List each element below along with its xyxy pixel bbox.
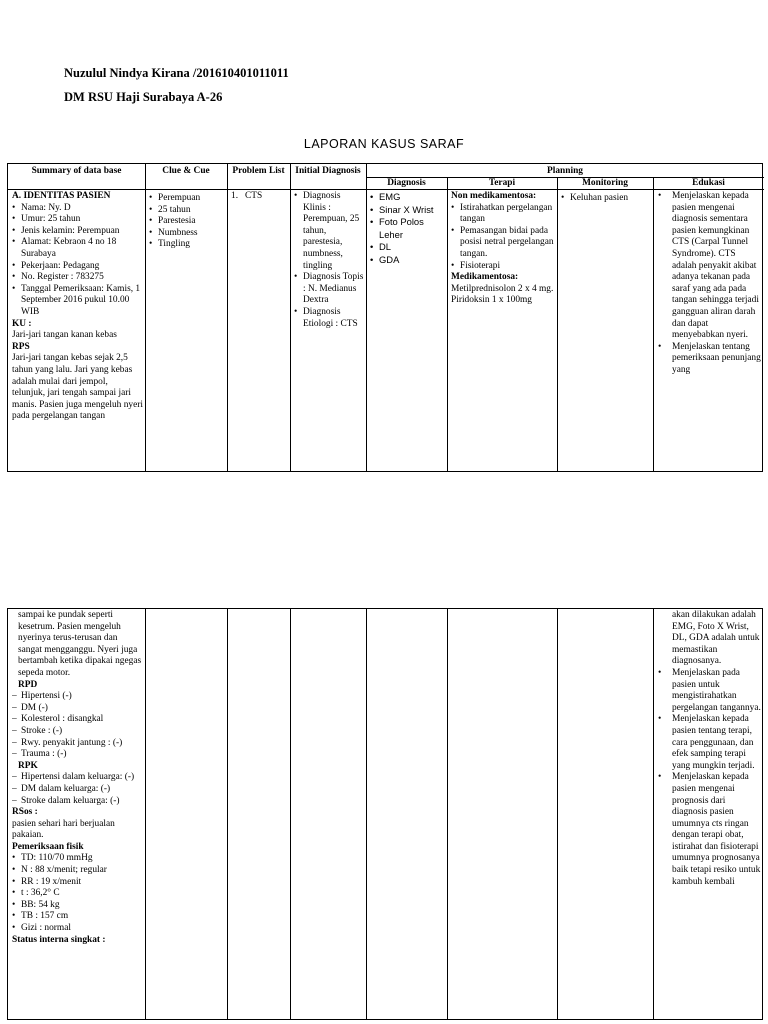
edukasi-text-continued: akan dilakukan adalah EMG, Foto X Wrist, DL, GDA adalah untuk memastikan diagnosanya. xyxy=(672,610,760,667)
monitoring-cell xyxy=(561,193,651,205)
list-item: • Gizi : normal xyxy=(12,923,143,935)
list-item: • Tingling xyxy=(149,239,225,251)
list-item: – Hipertensi dalam keluarga: (-) xyxy=(12,772,143,784)
initial-diagnosis-cell xyxy=(294,191,364,330)
list-item: • GDA xyxy=(370,254,446,267)
list-item: • TD: 110/70 mmHg xyxy=(12,853,143,865)
list-item: – Stroke : (-) xyxy=(12,726,143,738)
col-terapi: Terapi xyxy=(488,178,516,188)
list-item: • No. Register : 783275 xyxy=(12,272,143,284)
list-item: • Numbness xyxy=(149,228,225,240)
fisik-heading: Pemeriksaan fisik xyxy=(12,841,84,852)
terapi-med-item: Piridoksin 1 x 100mg xyxy=(451,295,532,306)
terapi-non-heading: Non medikamentosa: xyxy=(451,191,537,201)
list-item: • Menjelaskan kepada pasien tentang terapi, cara penggunaan, dan efek samping terapi yang mungkin terjadi. xyxy=(658,714,762,772)
document-title: LAPORAN KASUS SARAF xyxy=(303,137,465,151)
rotation-line: DM RSU Haji Surabaya A-26 xyxy=(64,90,223,104)
list-item: • Diagnosis Klinis : Perempuan, 25 tahun, parestesia, numbness, tingling xyxy=(294,191,364,272)
list-item: • Fisioterapi xyxy=(451,261,555,273)
list-item: • Pekerjaan: Pedagang xyxy=(12,261,143,273)
list-item: • Foto Polos Leher xyxy=(370,216,446,241)
list-item: – DM (-) xyxy=(12,703,143,715)
col-edukasi: Edukasi xyxy=(692,178,725,188)
author-line: Nuzulul Nindya Kirana /201610401011011 xyxy=(64,66,289,80)
col-summary: Summary of data base xyxy=(31,166,122,176)
list-item: 1. CTS xyxy=(231,191,288,203)
ku-heading: KU : xyxy=(12,318,32,329)
list-item: • Sinar X Wrist xyxy=(370,204,446,217)
list-item: • Tanggal Pemeriksaan: Kamis, 1 September 2016 pukul 10.00 WIB xyxy=(12,284,143,319)
col-initial: Initial Diagnosis xyxy=(295,166,361,176)
problem-cell xyxy=(231,191,288,203)
status-heading: Status interna singkat : xyxy=(12,934,106,945)
list-item: • BB: 54 kg xyxy=(12,900,143,912)
list-item: – Trauma : (-) xyxy=(12,749,143,761)
rps-text-continued: sampai ke pundak seperti kesetrum. Pasien mengeluh nyerinya terus-terusan dan sangat mengganggu. Nyeri juga bertambah ketika dipakai ngegas sepeda motor. xyxy=(18,610,142,678)
identitas-heading: A. IDENTITAS PASIEN xyxy=(12,191,111,201)
edukasi-cell xyxy=(658,191,762,469)
case-table-page1 xyxy=(7,163,763,472)
list-item: • Jenis kelamin: Perempuan xyxy=(12,226,143,238)
list-item: • Diagnosis Topis : N. Medianus Dextra xyxy=(294,272,364,307)
list-item: • Nama: Ny. D xyxy=(12,203,143,215)
list-item: • Keluhan pasien xyxy=(561,193,651,205)
col-problem: Problem List xyxy=(232,166,285,176)
list-item: • t : 36,2° C xyxy=(12,888,143,900)
rps-text: Jari-jari tangan kebas sejak 2,5 tahun yang lalu. Jari yang kebas adalah mulai dari jempol, telunjuk, jari tengah sampai jari manis. Pasien juga mengeluh nyeri pada pergelangan tangan xyxy=(12,353,143,422)
list-item: • 25 tahun xyxy=(149,205,225,217)
list-item: – Stroke dalam keluarga: (-) xyxy=(12,796,143,808)
case-table-page2 xyxy=(7,608,763,1020)
edukasi-cell-continued xyxy=(658,610,762,1019)
list-item: • RR : 19 x/menit xyxy=(12,877,143,889)
list-item: • Istirahatkan pergelangan tangan xyxy=(451,203,555,226)
list-item: • DL xyxy=(370,241,446,254)
ku-text: Jari-jari tangan kanan kebas xyxy=(12,330,117,341)
list-item: • Perempuan xyxy=(149,193,225,205)
list-item: • EMG xyxy=(370,191,446,204)
rps-heading: RPS xyxy=(12,341,30,352)
summary-cell xyxy=(12,191,143,469)
list-item: • Parestesia xyxy=(149,216,225,228)
summary-cell-continued xyxy=(12,610,143,1019)
list-item: – Hipertensi (-) xyxy=(12,691,143,703)
list-item: • Menjelaskan tentang pemeriksaan penunjang yang xyxy=(658,342,762,377)
col-diagnosis: Diagnosis xyxy=(387,178,426,188)
list-item: – DM dalam keluarga: (-) xyxy=(12,784,143,796)
rsos-heading: RSos : xyxy=(12,807,38,818)
list-item: • Umur: 25 tahun xyxy=(12,214,143,226)
list-item: • Menjelaskan pada pasien untuk mengistirahatkan pergelangan tangannya. xyxy=(658,668,762,714)
terapi-med-item: Metilprednisolon 2 x 4 mg. xyxy=(451,283,554,294)
terapi-cell xyxy=(451,191,555,307)
list-item: • Diagnosis Etiologi : CTS xyxy=(294,307,364,330)
terapi-med-heading: Medikamentosa: xyxy=(451,272,519,283)
list-item: • Menjelaskan kepada pasien mengenai prognosis dari diagnosis pasien umumnya cts ringan dengan terapi obat, istirahat dan fisioterapi umumnya prognosanya baik tetapi resiko untuk kambuh kembali xyxy=(658,772,762,888)
rpd-heading: RPD xyxy=(18,679,38,690)
list-item: – Kolesterol : disangkal xyxy=(12,714,143,726)
clue-cell xyxy=(149,193,225,251)
list-item: • Menjelaskan kepada pasien mengenai diagnosis sementara pasien kemungkinan CTS (Carpal Tunnel Syndrome). CTS adalah penyakit akibat adanya tekanan pada saraf yang ada pada tangan sehingga terjadi gangguan aliran darah dan dapat menyebabkan nyeri. xyxy=(658,191,762,342)
list-item: • N : 88 x/menit; regular xyxy=(12,865,143,877)
col-monitoring: Monitoring xyxy=(582,178,628,188)
rpk-heading: RPK xyxy=(18,760,38,771)
col-clue: Clue & Cue xyxy=(162,166,210,176)
col-planning: Planning xyxy=(547,166,583,176)
list-item: • Alamat: Kebraon 4 no 18 Surabaya xyxy=(12,237,143,260)
rsos-text: pasien sehari hari berjualan pakaian. xyxy=(12,818,115,841)
list-item: • Pemasangan bidai pada posisi netral pergelangan tangan. xyxy=(451,226,555,261)
list-item: – Rwy. penyakit jantung : (-) xyxy=(12,738,143,750)
diagnosis-cell xyxy=(370,191,446,267)
list-item: • TB : 157 cm xyxy=(12,911,143,923)
